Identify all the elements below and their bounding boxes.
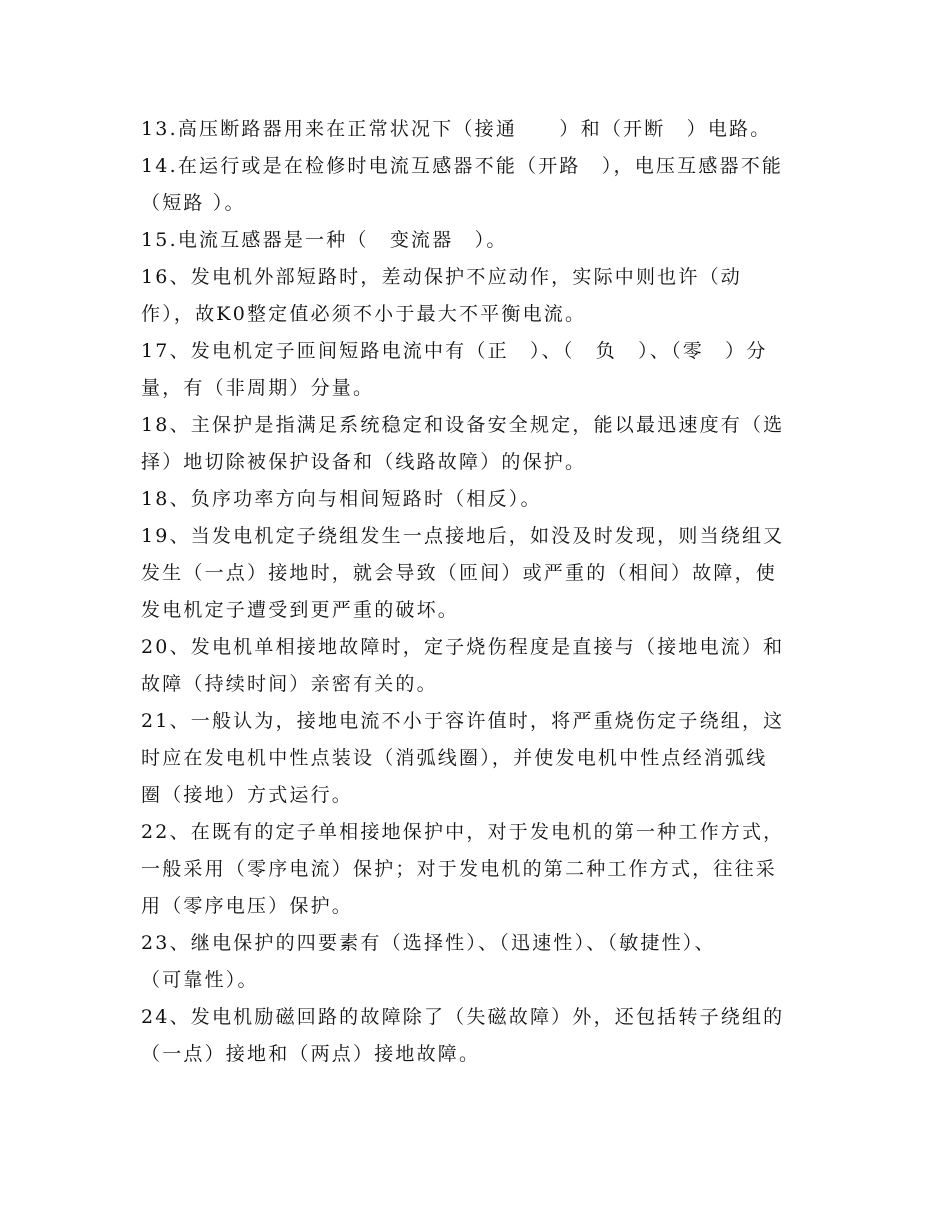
text-line: 量，有（非周期）分量。 bbox=[141, 377, 375, 399]
text-line: 圈（接地）方式运行。 bbox=[141, 784, 354, 806]
text-line: 21、一般认为，接地电流不小于容许值时，将严重烧伤定子绕组，这 bbox=[141, 710, 785, 732]
text-line: 22、在既有的定子单相接地保护中，对于发电机的第一种工作方式， bbox=[141, 821, 785, 843]
text-line: 19、当发电机定子绕组发生一点接地后，如没及时发现，则当绕组又 bbox=[141, 525, 785, 547]
text-line: （短路 ）。 bbox=[141, 192, 246, 214]
text-line: 16、发电机外部短路时，差动保护不应动作，实际中则也许（动 bbox=[141, 266, 742, 288]
text-line: 发电机定子遭受到更严重的破坏。 bbox=[141, 599, 460, 621]
text-line: 13.高压断路器用来在正常状况下（接通 ）和（开断 ）电路。 bbox=[141, 118, 772, 140]
text-line: 20、发电机单相接地故障时，定子烧伤程度是直接与（接地电流）和 bbox=[141, 636, 785, 658]
text-line: 发生（一点）接地时，就会导致（匝间）或严重的（相间）故障，使 bbox=[141, 562, 778, 584]
text-line: 15.电流互感器是一种（ 变流器 ）。 bbox=[141, 229, 508, 251]
text-line: 17、发电机定子匝间短路电流中有（正 ）、（ 负 ）、（零 ）分 bbox=[141, 340, 768, 362]
text-line: （一点）接地和（两点）接地故障。 bbox=[141, 1043, 481, 1065]
text-line: 择）地切除被保护设备和（线路故障）的保护。 bbox=[141, 451, 587, 473]
text-line: 14.在运行或是在检修时电流互感器不能（开路 ），电压互感器不能 bbox=[141, 155, 784, 177]
text-line: 一般采用（零序电流）保护；对于发电机的第二种工作方式，往往采 bbox=[141, 858, 778, 880]
text-line: 时应在发电机中性点装设（消弧线圈），并使发电机中性点经消弧线 bbox=[141, 747, 768, 769]
text-line: （可靠性）。 bbox=[141, 969, 259, 991]
text-line: 18、负序功率方向与相间短路时（相反）。 bbox=[141, 488, 542, 510]
document-body bbox=[141, 111, 821, 1073]
text-line: 用（零序电压）保护。 bbox=[141, 895, 354, 917]
text-line: 18、主保护是指满足系统稳定和设备安全规定，能以最迅速度有（选 bbox=[141, 414, 785, 436]
text-line: 故障（持续时间）亲密有关的。 bbox=[141, 673, 438, 695]
text-line: 24、发电机励磁回路的故障除了（失磁故障）外，还包括转子绕组的 bbox=[141, 1006, 785, 1028]
text-line: 作），故K0整定值必须不小于最大不平衡电流。 bbox=[141, 303, 587, 325]
text-line: 23、继电保护的四要素有（选择性）、（迅速性）、（敏捷性）、 bbox=[141, 932, 716, 954]
